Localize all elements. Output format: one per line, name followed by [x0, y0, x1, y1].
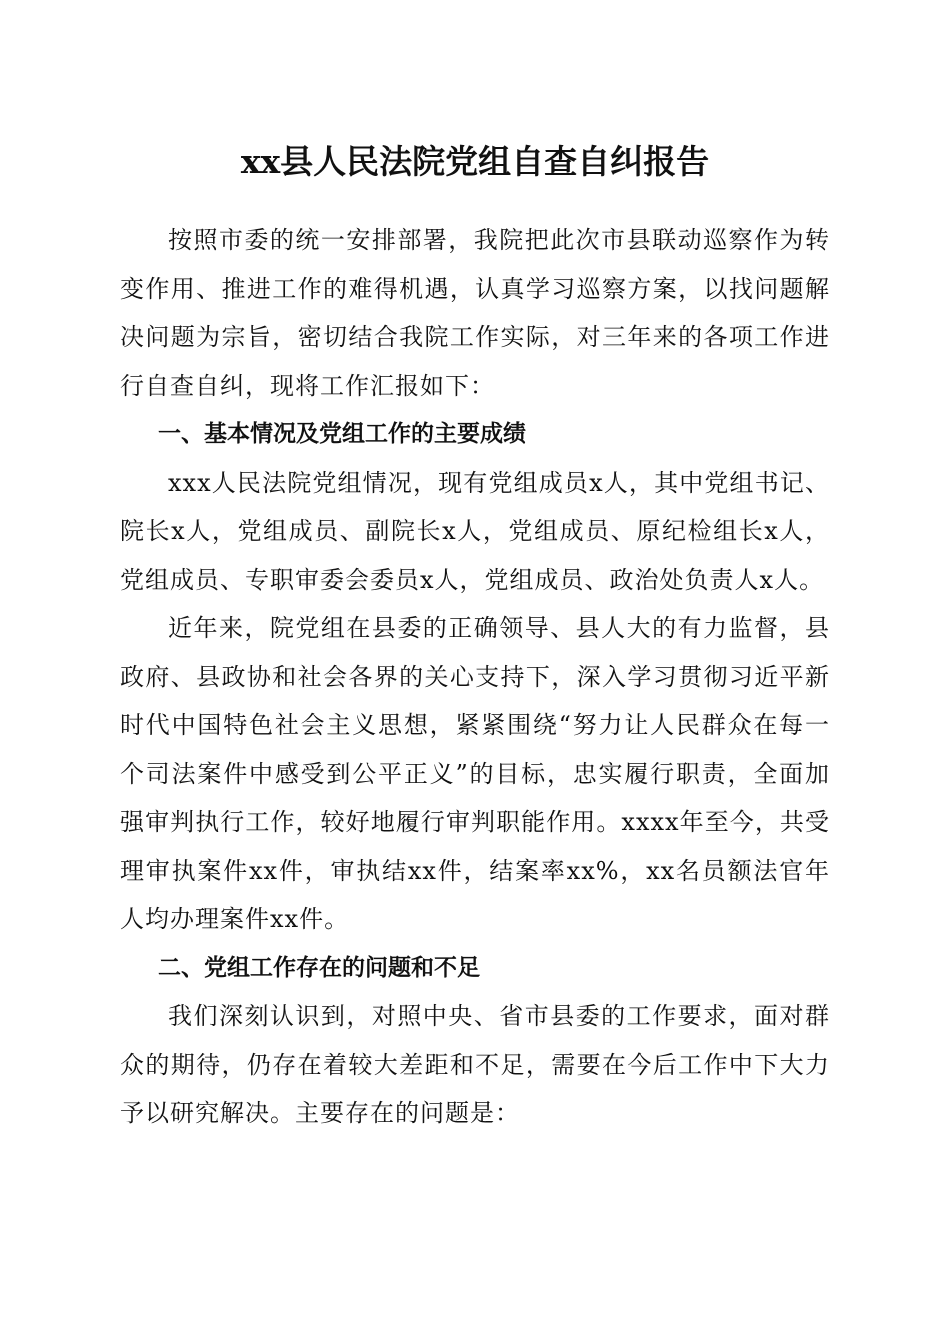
section-1-paragraph-2: 近年来，院党组在县委的正确领导、县人大的有力监督，县政府、县政协和社会各界的关心支持下，深入学习贯彻习近平新时代中国特色社会主义思想，紧紧围绕“努力让人民群众在每一个司法案件中感受到公平正义”的目标，忠实履行职责，全面加强审判执行工作，较好地履行审判职能作用。xxxx年至今，共受理审执案件xx件，审执结xx件，结案率xx%，xx名员额法官年人均办理案件xx件。 [120, 614, 830, 933]
section-1-heading: 一、基本情况及党组工作的主要成绩 [158, 421, 526, 447]
intro-paragraph: 按照市委的统一安排部署，我院把此次市县联动巡察作为转变作用、推进工作的难得机遇，认真学习巡察方案，以找问题解决问题为宗旨，密切结合我院工作实际，对三年来的各项工作进行自查自纠，现将工作汇报如下： [120, 226, 830, 400]
section-1-paragraph-1: xxx人民法院党组情况，现有党组成员x人，其中党组书记、院长x人，党组成员、副院长x人，党组成员、原纪检组长x人，党组成员、专职审委会委员x人，党组成员、政治处负责人x人。 [120, 468, 830, 594]
section-2-paragraph-1: 我们深刻认识到，对照中央、省市县委的工作要求，面对群众的期待，仍存在着较大差距和不足，需要在今后工作中下大力予以研究解决。主要存在的问题是： [120, 1002, 830, 1127]
document-title: xx县人民法院党组自查自纠报告 [240, 142, 710, 181]
section-2-heading: 二、党组工作存在的问题和不足 [158, 954, 480, 981]
